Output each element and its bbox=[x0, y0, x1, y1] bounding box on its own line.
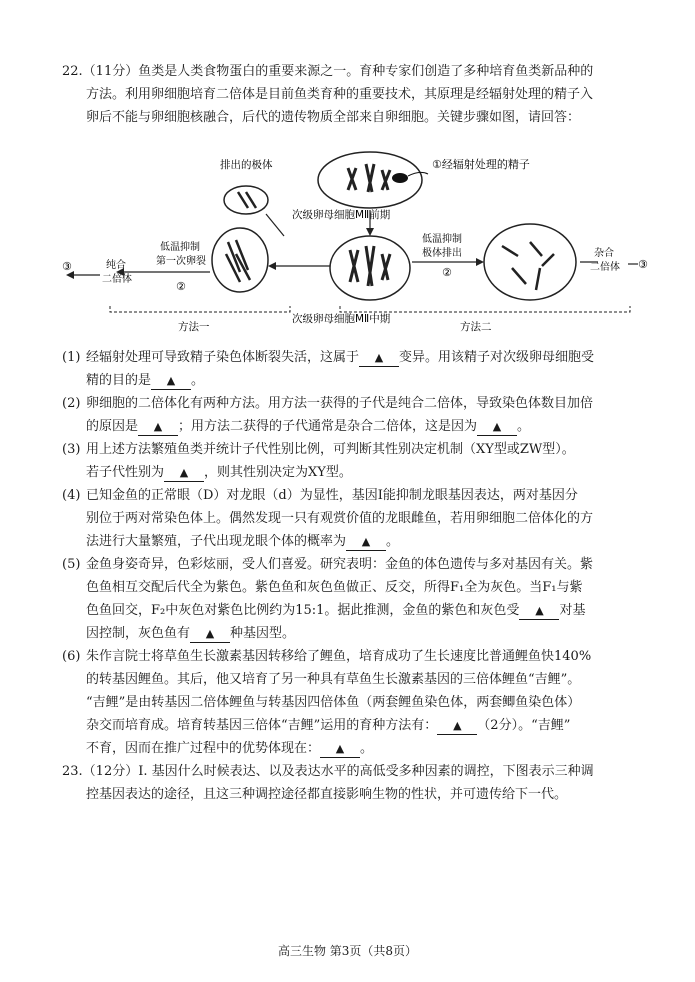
sub-question-1 bbox=[62, 346, 660, 392]
low-temp-1a: 低温抑制 bbox=[160, 242, 200, 253]
right-chromosomes bbox=[502, 242, 554, 290]
sub6-text3: “吉鲤”是由转基因二倍体鲤鱼与转基因四倍体鱼（两套鲤鱼染色体，两套鲫鱼染色体） bbox=[86, 695, 581, 710]
sub5-text3b: 对基 bbox=[559, 603, 586, 618]
q22-line3: 卵后不能与卵细胞核融合，后代的遗传物质全部来自卵细胞。关键步骤如图，请回答： bbox=[86, 110, 581, 125]
method1-bracket bbox=[110, 306, 290, 312]
right-cell bbox=[484, 224, 576, 300]
method1-label: 方法一 bbox=[178, 321, 210, 333]
left-chromosomes bbox=[226, 240, 250, 282]
sub2-text2c: 。 bbox=[517, 419, 531, 434]
sub6-blank1[interactable]: ▲ bbox=[437, 718, 477, 735]
sub-question-5 bbox=[62, 553, 660, 645]
sub3-text2: 若子代性别为 bbox=[86, 465, 165, 480]
sub-question-3 bbox=[62, 438, 660, 484]
sub-question-2 bbox=[62, 392, 660, 438]
method2-label: 方法二 bbox=[460, 321, 492, 333]
sub2-blank2[interactable]: ▲ bbox=[477, 419, 517, 436]
sub6-text5b: 。 bbox=[360, 741, 374, 756]
sub1-text1b: 变异。用该精子对次级卵母细胞受 bbox=[399, 350, 595, 365]
step2-right: ② bbox=[442, 266, 452, 279]
sub5-blank1[interactable]: ▲ bbox=[519, 603, 559, 620]
sub4-text1: 已知金鱼的正常眼（D）对龙眼（d）为显性，基因I能抑制龙眼基因表达，两对基因分 bbox=[86, 488, 578, 503]
sub2-label: (2) bbox=[62, 396, 81, 411]
pure-label-a: 纯合 bbox=[106, 260, 126, 271]
sub1-text1: 经辐射处理可导致精子染色体断裂失活，这属于 bbox=[86, 350, 360, 365]
q22-line2: 方法。利用卵细胞培育二倍体是目前鱼类育种的重要技术，其原理是经辐射处理的精子入 bbox=[86, 87, 594, 102]
sub6-text1: 朱作言院士将草鱼生长激素基因转移给了鲤鱼，培育成功了生长速度比普通鲤鱼快140% bbox=[86, 649, 592, 664]
sub-question-6 bbox=[62, 645, 660, 760]
sub6-text2: 的转基因鲤鱼。其后，他又培育了另一种具有草鱼生长激素基因的三倍体鲤鱼“吉鲤”。 bbox=[86, 672, 581, 687]
top-chromosomes bbox=[348, 164, 390, 192]
hybrid-label-a: 杂合 bbox=[594, 248, 614, 259]
polar-body-chromosomes bbox=[238, 192, 256, 208]
sub4-label: (4) bbox=[62, 488, 81, 503]
question-22-stem bbox=[62, 60, 660, 129]
sub1-text2: 精的目的是 bbox=[86, 373, 152, 388]
sub-question-4 bbox=[62, 484, 660, 553]
center-chromosomes bbox=[350, 246, 390, 286]
arrow-down-head bbox=[366, 228, 374, 236]
hybrid-label-b: 二倍体 bbox=[590, 262, 620, 273]
polar-body-label: 排出的极体 bbox=[220, 159, 273, 171]
sub2-blank1[interactable]: ▲ bbox=[138, 419, 178, 436]
sub2-text2b: ；用方法二获得的子代通常是杂合二倍体，这是因为 bbox=[178, 419, 478, 434]
low-temp-2b: 极体排出 bbox=[422, 248, 462, 259]
arrow-to-polar bbox=[266, 214, 284, 236]
sub2-text1: 卵细胞的二倍体化有两种方法。用方法一获得的子代是纯合二倍体，导致染色体数目加倍 bbox=[86, 396, 594, 411]
sub4-text3: 法进行大量繁殖，子代出现龙眼个体的概率为 bbox=[86, 534, 347, 549]
sperm-tail bbox=[408, 172, 428, 176]
sub5-text3: 色鱼回交，F₂中灰色对紫色比例约为15:1。据此推测，金鱼的紫色和灰色受 bbox=[86, 603, 520, 618]
arrow-to-left-head bbox=[268, 262, 276, 270]
sub1-blank1[interactable]: ▲ bbox=[359, 350, 399, 367]
sperm-label: ①经辐射处理的精子 bbox=[432, 158, 530, 171]
breeding-diagram-svg bbox=[60, 150, 650, 350]
sub4-text3b: 。 bbox=[386, 534, 400, 549]
polar-body-cell bbox=[224, 186, 268, 214]
sub5-text4b: 种基因型。 bbox=[230, 626, 296, 641]
sub5-text1: 金鱼身姿奇异，色彩炫丽，受人们喜爱。研究表明：金鱼的体色遗传与多对基因有关。紫 bbox=[86, 557, 594, 572]
sub1-label: (1) bbox=[62, 350, 81, 365]
sub4-blank1[interactable]: ▲ bbox=[346, 534, 386, 551]
pure-label-b: 二倍体 bbox=[102, 274, 132, 285]
mii-prophase-label: 次级卵母细胞MⅡ前期 bbox=[292, 209, 391, 221]
q23-line2: 控基因表达的途径，且这三种调控途径都直接影响生物的性状，并可遗传给下一代。 bbox=[86, 787, 568, 802]
sub5-text4: 因控制，灰色鱼有 bbox=[86, 626, 191, 641]
sub3-text2b: ，则其性别决定为XY型。 bbox=[204, 465, 352, 480]
q22-line1: 22.（11分）鱼类是人类食物蛋白的重要来源之一。育种专家们创造了多种培育鱼类新品种的 bbox=[62, 64, 594, 79]
sub5-label: (5) bbox=[62, 557, 81, 572]
question-23-stem bbox=[62, 760, 660, 806]
sub5-blank2[interactable]: ▲ bbox=[190, 626, 230, 643]
mii-metaphase-label: 次级卵母细胞MⅡ中期 bbox=[292, 313, 391, 325]
breeding-diagram bbox=[60, 150, 650, 350]
sub6-text4: 杂交而培育成。培育转基因三倍体“吉鲤”运用的育种方法有： bbox=[86, 718, 438, 733]
sperm-icon bbox=[392, 173, 408, 183]
method2-bracket bbox=[340, 306, 630, 312]
sub1-blank2[interactable]: ▲ bbox=[151, 373, 191, 390]
step2-left: ② bbox=[176, 280, 186, 293]
sub6-text4b: （2分）。“吉鲤” bbox=[477, 718, 571, 733]
sub3-text1: 用上述方法繁殖鱼类并统计子代性别比例，可判断其性别决定机制（XY型或ZW型）。 bbox=[86, 442, 575, 457]
low-temp-2a: 低温抑制 bbox=[422, 234, 462, 245]
sub2-text2: 的原因是 bbox=[86, 419, 139, 434]
sub5-text2: 色鱼相互交配后代全为紫色。紫色鱼和灰色鱼做正、反交，所得F₁全为灰色。当F₁与紫 bbox=[86, 580, 583, 595]
sub3-label: (3) bbox=[62, 442, 81, 457]
arrow-method2-head bbox=[476, 258, 484, 266]
sub3-blank1[interactable]: ▲ bbox=[164, 465, 204, 482]
q23-line1: 23.（12分）Ⅰ. 基因什么时候表达、以及表达水平的高低受多种因素的调控，下图表示三种调 bbox=[62, 764, 594, 779]
sub6-label: (6) bbox=[62, 649, 81, 664]
sub4-text2: 别位于两对常染色体上。偶然发现一只有观赏价值的龙眼雌鱼，若用卵细胞二倍体化的方 bbox=[86, 511, 594, 526]
step3-left: ③ bbox=[62, 260, 72, 273]
step3-right: ③ bbox=[638, 258, 648, 271]
low-temp-1b: 第一次卵裂 bbox=[156, 256, 206, 267]
sub6-text5: 不育，因而在推广过程中的优势体现在： bbox=[86, 741, 321, 756]
sub1-text2b: 。 bbox=[191, 373, 205, 388]
page-footer: 高三生物 第3页（共8页） bbox=[277, 944, 418, 958]
sub6-blank2[interactable]: ▲ bbox=[320, 741, 360, 758]
